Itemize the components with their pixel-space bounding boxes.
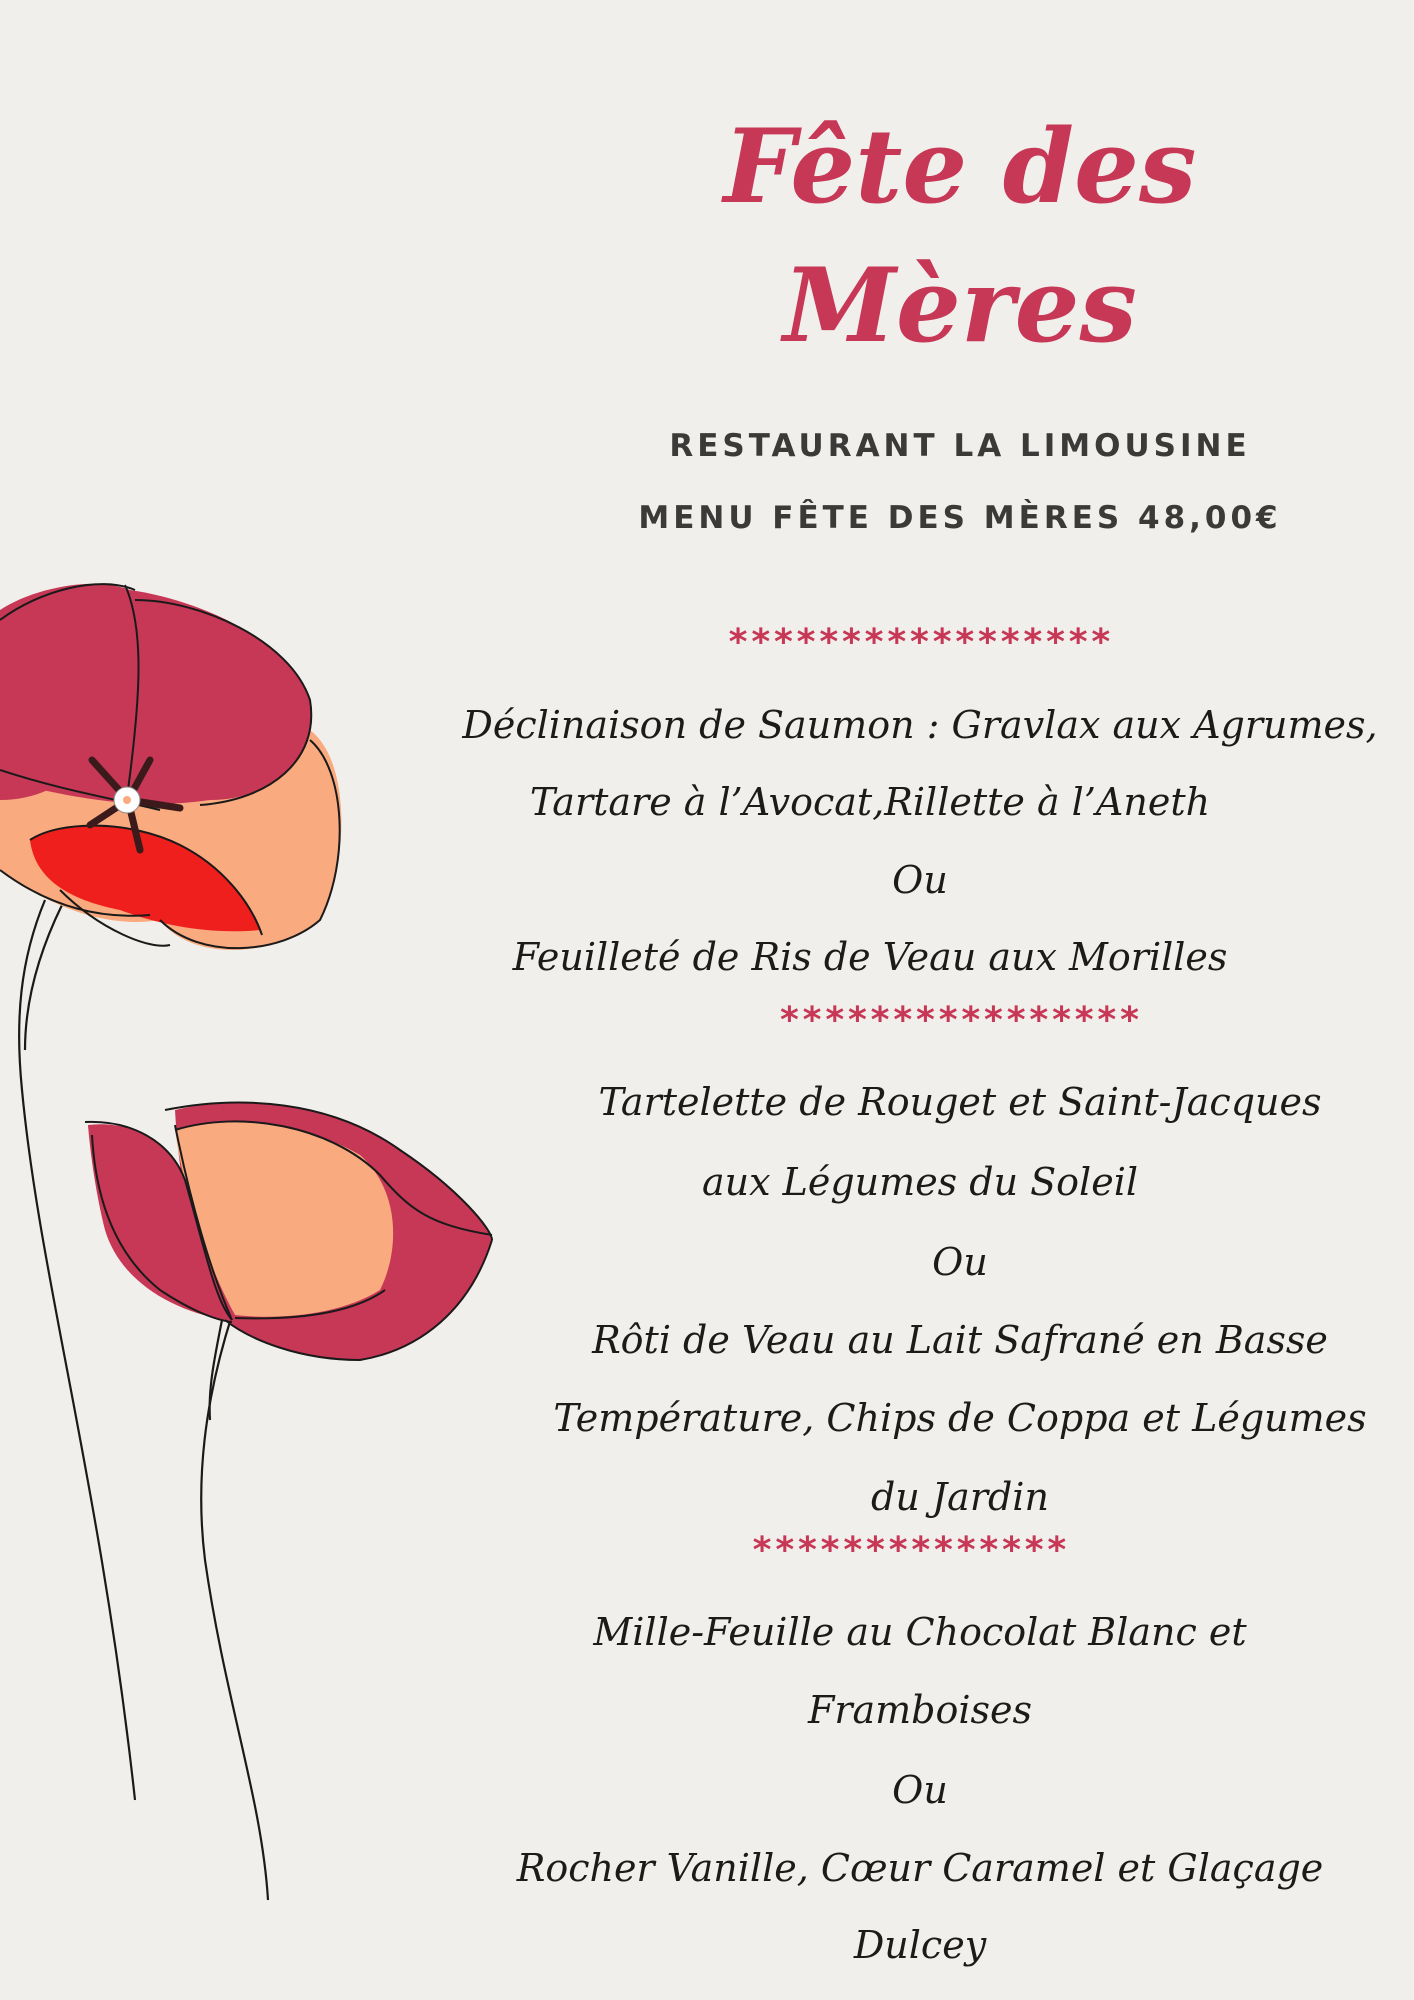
separator-3: ************** — [751, 1530, 1069, 1571]
stem-1b — [25, 905, 62, 1050]
menu-price-line: MENU FÊTE DES MÈRES 48,00€ — [638, 500, 1282, 536]
stem-2 — [201, 1315, 268, 1900]
dessert-or: Ou — [892, 1768, 948, 1812]
plat-option-2-line-2: Température, Chips de Coppa et Légumes — [553, 1396, 1367, 1440]
restaurant-name: RESTAURANT LA LIMOUSINE — [669, 428, 1251, 464]
entree-option-1-line-1: Déclinaison de Saumon : Gravlax aux Agrumes, — [462, 703, 1378, 747]
plat-or: Ou — [932, 1240, 988, 1284]
entree-or: Ou — [892, 858, 948, 902]
dessert-option-1-line-2: Framboises — [807, 1688, 1033, 1732]
plat-option-2-line-1: Rôti de Veau au Lait Safrané en Basse — [592, 1318, 1328, 1362]
stem-1 — [19, 900, 135, 1800]
dessert-option-2-line-1: Rocher Vanille, Cœur Caramel et Glaçage — [516, 1846, 1324, 1890]
title-line-2: Mères — [783, 246, 1137, 366]
separator-2: **************** — [778, 1000, 1142, 1041]
dessert-option-1-line-1: Mille-Feuille au Chocolat Blanc et — [593, 1610, 1247, 1654]
top-poppy — [0, 584, 341, 950]
plat-option-1-line-1: Tartelette de Rouget et Saint-Jacques — [598, 1080, 1322, 1124]
bottom-poppy — [85, 1103, 492, 1360]
plat-option-2-line-3: du Jardin — [871, 1475, 1049, 1519]
entree-option-2-line-1: Feuilleté de Ris de Veau aux Morilles — [512, 935, 1228, 979]
plat-option-1-line-2: aux Légumes du Soleil — [702, 1160, 1138, 1204]
separator-1: ***************** — [727, 622, 1113, 663]
entree-option-1-line-2: Tartare à l’Avocat,Rillette à l’Aneth — [529, 780, 1211, 824]
title-line-1: Fête des — [723, 107, 1197, 227]
dessert-option-2-line-2: Dulcey — [853, 1923, 987, 1967]
